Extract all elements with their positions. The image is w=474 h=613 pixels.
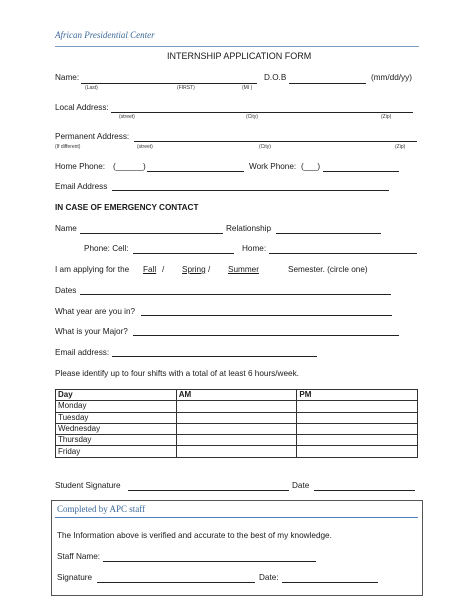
emergency-name-input[interactable] [80, 233, 223, 234]
day-cell: Thursday [56, 435, 177, 446]
am-cell[interactable] [176, 401, 297, 412]
fall-option[interactable]: Fall [143, 265, 157, 274]
applying-prefix: I am applying for the [55, 265, 130, 274]
pm-header: PM [297, 390, 418, 401]
staff-section-title: Completed by APC staff [57, 504, 146, 514]
pm-cell[interactable] [297, 446, 418, 457]
local-address-label: Local Address: [55, 103, 109, 112]
table-row [56, 423, 418, 434]
day-cell: Tuesday [56, 412, 177, 423]
table-row [56, 401, 418, 412]
permanent-zip-hint: (Zip) [395, 144, 406, 150]
staff-date-input[interactable] [282, 582, 378, 583]
staff-signature-input[interactable] [97, 582, 255, 583]
local-city-hint: (City) [246, 114, 258, 120]
student-date-input[interactable] [314, 490, 415, 491]
year-label: What year are you in? [55, 307, 136, 316]
cell-input[interactable] [133, 253, 234, 254]
option-separator: / [162, 265, 165, 274]
staff-name-input[interactable] [103, 561, 316, 562]
dob-format: (mm/dd/yy) [371, 73, 412, 82]
mi-hint: (MI ) [242, 85, 253, 91]
email-address-label: Email Address [55, 182, 108, 191]
cell-label: Phone: Cell: [84, 244, 129, 253]
day-cell: Monday [56, 401, 177, 412]
work-phone-area[interactable]: (___) [301, 162, 321, 171]
emergency-name-label: Name [55, 224, 77, 233]
applying-suffix: Semester. (circle one) [288, 265, 368, 274]
pm-cell[interactable] [297, 423, 418, 434]
dob-label: D.O.B [264, 73, 287, 82]
local-street-hint: (street) [119, 114, 135, 120]
summer-option[interactable]: Summer [228, 265, 259, 274]
local-address-input[interactable] [111, 112, 413, 113]
work-phone-input[interactable] [323, 171, 399, 172]
emergency-home-label: Home: [242, 244, 267, 253]
major-label: What is your Major? [55, 327, 128, 336]
option-separator: / [208, 265, 211, 274]
work-phone-label: Work Phone: [249, 162, 297, 171]
am-cell[interactable] [176, 412, 297, 423]
email-label: Email address: [55, 348, 110, 357]
first-hint: (FIRST) [177, 85, 195, 91]
major-input[interactable] [133, 335, 399, 336]
emergency-heading: IN CASE OF EMERGENCY CONTACT [55, 203, 199, 212]
shift-table [55, 389, 418, 458]
am-header: AM [176, 390, 297, 401]
home-phone-label: Home Phone: [55, 162, 106, 171]
relationship-input[interactable] [276, 233, 381, 234]
permanent-city-hint: (City) [259, 144, 271, 150]
am-cell[interactable] [176, 435, 297, 446]
name-input[interactable] [81, 83, 257, 84]
student-date-label: Date [292, 481, 310, 490]
email-input[interactable] [112, 356, 317, 357]
student-signature-input[interactable] [128, 490, 289, 491]
am-cell[interactable] [176, 446, 297, 457]
dob-input[interactable] [289, 83, 366, 84]
email-address-input[interactable] [112, 190, 389, 191]
am-cell[interactable] [176, 423, 297, 434]
pm-cell[interactable] [297, 435, 418, 446]
form-title: INTERNSHIP APPLICATION FORM [167, 51, 312, 61]
dates-label: Dates [55, 286, 77, 295]
staff-date-label: Date: [259, 573, 279, 582]
home-phone-input[interactable] [147, 171, 244, 172]
if-different-hint: (If different) [55, 144, 81, 150]
relationship-label: Relationship [226, 224, 272, 233]
staff-name-label: Staff Name: [57, 552, 101, 561]
spring-option[interactable]: Spring [182, 265, 206, 274]
home-phone-area[interactable]: (______) [113, 162, 146, 171]
permanent-address-label: Permanent Address: [55, 132, 130, 141]
table-row [56, 435, 418, 446]
dates-input[interactable] [80, 294, 391, 295]
staff-signature-label: Signature [57, 573, 93, 582]
shifts-note: Please identify up to four shifts with a total of at least 6 hours/week. [55, 369, 299, 378]
header-rule [55, 46, 419, 47]
verify-text: The Information above is verified and accurate to the best of my knowledge. [57, 531, 332, 540]
organization-name: African Presidential Center [55, 30, 155, 40]
emergency-home-input[interactable] [269, 253, 417, 254]
student-signature-label: Student Signature [55, 481, 121, 490]
pm-cell[interactable] [297, 412, 418, 423]
table-header-row [56, 390, 418, 401]
local-zip-hint: (Zip) [381, 114, 392, 120]
last-hint: (Last) [85, 85, 98, 91]
table-row [56, 412, 418, 423]
table-row [56, 446, 418, 457]
permanent-street-hint: (street) [137, 144, 153, 150]
day-header: Day [56, 390, 177, 401]
day-cell: Wednesday [56, 423, 177, 434]
name-label: Name: [55, 73, 80, 82]
year-input[interactable] [141, 315, 392, 316]
pm-cell[interactable] [297, 401, 418, 412]
permanent-address-input[interactable] [134, 141, 417, 142]
staff-section-rule [55, 517, 418, 518]
day-cell: Friday [56, 446, 177, 457]
